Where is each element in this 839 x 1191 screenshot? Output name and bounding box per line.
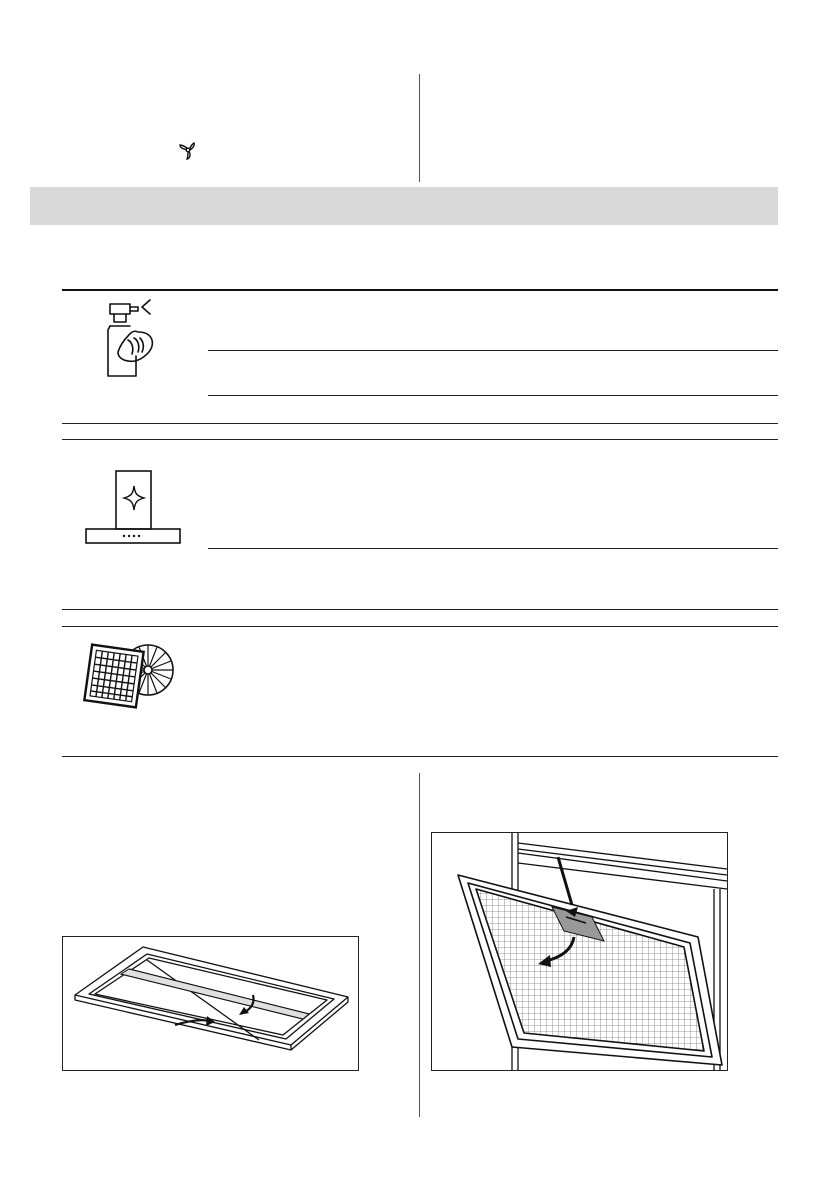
section-heading-bar [30, 187, 778, 225]
row2-top-rule [62, 439, 778, 440]
table-bottom-rule [62, 756, 778, 757]
row3-top-rule [62, 626, 778, 627]
row1-inner-rule-2 [208, 395, 778, 396]
bottom-column-divider [419, 773, 420, 1117]
fan-icon [177, 139, 199, 161]
row2-bottom-rule [62, 609, 778, 610]
top-column-divider [419, 74, 420, 182]
table-top-rule [62, 289, 778, 291]
row1-bottom-rule [62, 423, 778, 424]
filter-icon [80, 632, 176, 714]
hood-shine-icon [84, 470, 182, 546]
row2-inner-rule [208, 548, 778, 549]
grease-filter-tray-illustration [62, 936, 359, 1071]
spray-cleaning-icon [98, 296, 160, 382]
grease-filter-removal-illustration [431, 832, 728, 1071]
row1-inner-rule-1 [208, 350, 778, 351]
